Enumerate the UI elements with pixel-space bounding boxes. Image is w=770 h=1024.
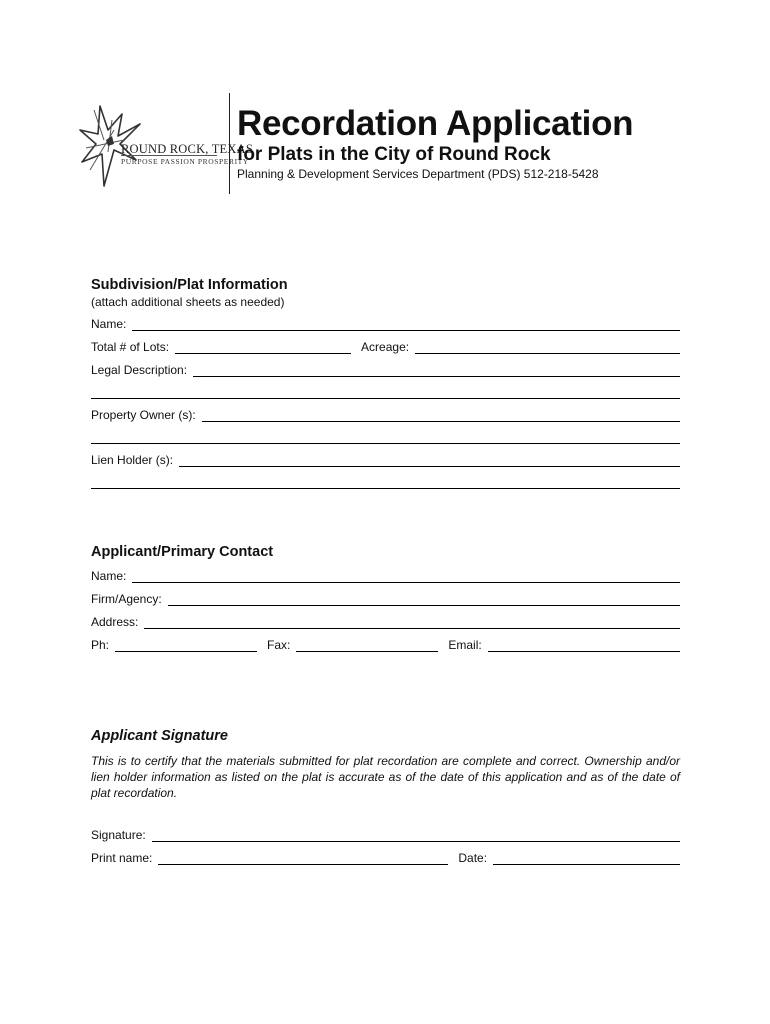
property-owner-field-2[interactable] — [91, 443, 680, 444]
date-field[interactable] — [493, 852, 680, 865]
signature-heading: Applicant Signature — [91, 728, 228, 744]
firm-row — [91, 590, 680, 606]
lien-holder-label: Lien Holder (s): — [91, 453, 174, 467]
legal-description-row — [91, 361, 680, 377]
lien-holder-field[interactable] — [179, 454, 680, 467]
lots-acreage-row — [91, 338, 680, 354]
lots-field[interactable] — [175, 341, 351, 354]
subdivision-name-field[interactable] — [132, 318, 680, 331]
email-field[interactable] — [488, 639, 680, 652]
address-label: Address: — [91, 615, 139, 629]
email-label: Email: — [448, 638, 482, 652]
signature-field[interactable] — [152, 829, 680, 842]
subdivision-name-label: Name: — [91, 317, 127, 331]
property-owner-field[interactable] — [202, 409, 680, 422]
lien-holder-field-2[interactable] — [91, 488, 680, 489]
lots-label: Total # of Lots: — [91, 340, 170, 354]
logo-underline — [121, 155, 217, 156]
legal-description-label: Legal Description: — [91, 363, 188, 377]
fax-field[interactable] — [296, 639, 438, 652]
city-logo — [78, 100, 254, 190]
print-name-label: Print name: — [91, 851, 153, 865]
fax-label: Fax: — [267, 638, 291, 652]
subdivision-note: (attach additional sheets as needed) — [91, 295, 285, 309]
legal-description-field[interactable] — [193, 364, 680, 377]
print-date-row — [91, 849, 680, 865]
phone-fax-email-row — [91, 636, 680, 652]
property-owner-label: Property Owner (s): — [91, 408, 196, 422]
date-label: Date: — [458, 851, 488, 865]
property-owner-row — [91, 406, 680, 422]
logo-tagline-text: PURPOSE PASSION PROSPERITY — [121, 157, 249, 166]
certification-text: This is to certify that the materials submitted for plat recordation are complete and correct. Ownership and/or lien holder information as listed on the plat is accurate as of the date of this application and as of the date of plat recordation. — [91, 754, 680, 800]
firm-field[interactable] — [168, 593, 680, 606]
header-divider — [229, 93, 230, 194]
address-row — [91, 613, 680, 629]
lien-holder-row — [91, 451, 680, 467]
firm-label: Firm/Agency: — [91, 592, 162, 606]
subdivision-heading: Subdivision/Plat Information — [91, 277, 288, 293]
acreage-label: Acreage: — [361, 340, 410, 354]
applicant-name-label: Name: — [91, 569, 127, 583]
page-subtitle: for Plats in the City of Round Rock — [237, 144, 551, 165]
signature-row — [91, 826, 680, 842]
logo-city-text: ROUND ROCK, TEXAS — [121, 142, 254, 156]
phone-field[interactable] — [115, 639, 257, 652]
signature-label: Signature: — [91, 828, 146, 842]
subdivision-name-row — [91, 315, 680, 331]
applicant-name-row — [91, 567, 680, 583]
department-contact: Planning & Development Services Department (PDS) 512-218-5428 — [237, 167, 599, 181]
print-name-field[interactable] — [158, 852, 448, 865]
page-title: Recordation Application — [237, 104, 634, 143]
phone-label: Ph: — [91, 638, 110, 652]
applicant-heading: Applicant/Primary Contact — [91, 544, 274, 560]
address-field[interactable] — [144, 616, 680, 629]
acreage-field[interactable] — [415, 341, 680, 354]
legal-description-field-2[interactable] — [91, 398, 680, 399]
applicant-name-field[interactable] — [132, 570, 680, 583]
